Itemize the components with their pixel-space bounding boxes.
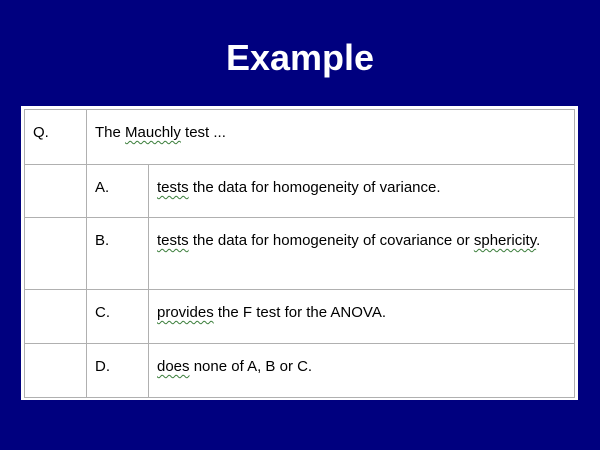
option-row-a [25, 165, 575, 218]
option-label-d: D. [87, 344, 149, 398]
question-stem-prefix: The [95, 124, 126, 141]
option-label-b: B. [87, 218, 149, 290]
option-text-b [149, 218, 575, 290]
option-text-c [149, 290, 575, 344]
question-stem-suffix: test ... [180, 124, 226, 141]
option-b-text: the data for homogeneity of covariance or [188, 232, 474, 249]
question-stem-flagged-word: Mauchly [125, 124, 181, 141]
option-c-text: the F test for the ANOVA. [213, 304, 386, 321]
option-a-flagged-word: tests [157, 179, 189, 196]
option-label-c: C. [87, 290, 149, 344]
option-b-flagged-word-2: sphericity [473, 232, 537, 249]
question-row [25, 110, 575, 165]
option-c-flagged-word: provides [157, 304, 214, 321]
option-row-c [25, 290, 575, 344]
option-b-text-end: . [536, 232, 541, 249]
question-label: Q. [25, 110, 87, 165]
option-row-d [25, 344, 575, 398]
option-d-flagged-word: does [157, 358, 190, 375]
question-stem [87, 110, 575, 165]
option-text-a [149, 165, 575, 218]
option-row-b [25, 218, 575, 290]
question-table [24, 109, 575, 398]
question-table-panel [21, 106, 578, 400]
option-spacer [25, 165, 87, 218]
slide-title: Example [225, 37, 375, 78]
option-b-flagged-word: tests [157, 232, 189, 249]
option-text-d [149, 344, 575, 398]
option-spacer [25, 218, 87, 290]
option-label-a: A. [87, 165, 149, 218]
option-spacer [25, 344, 87, 398]
option-spacer [25, 290, 87, 344]
option-a-text: the data for homogeneity of variance. [188, 179, 441, 196]
option-d-text: none of A, B or C. [189, 358, 313, 375]
